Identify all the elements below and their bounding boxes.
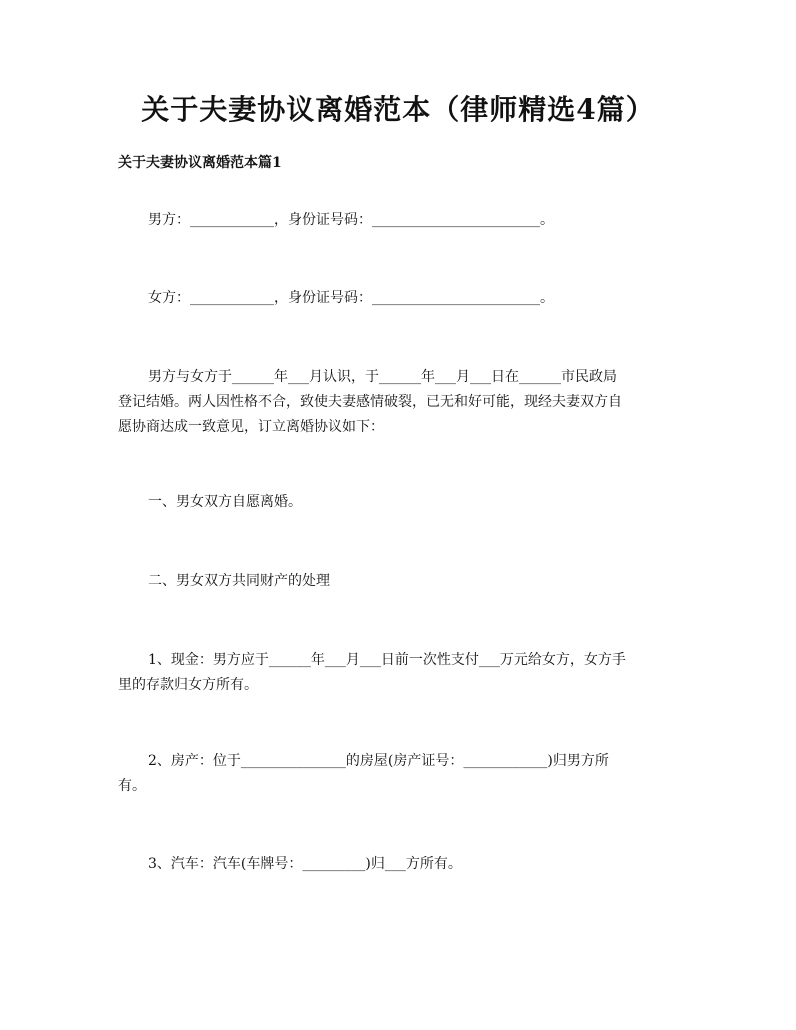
section-heading: 关于夫妻协议离婚范本篇1 bbox=[118, 155, 282, 171]
wife-info-line: 女方：____________，身份证号码：________________________。 bbox=[148, 290, 554, 306]
intro-paragraph bbox=[118, 365, 686, 440]
intro-line-2: 登记结婚。两人因性格不合，致使夫妻感情破裂，已无和好可能，现经夫妻双方自 bbox=[118, 394, 622, 410]
house-line-1: 2、房产：位于_______________的房屋(房产证号：____________)归男方所 bbox=[148, 753, 609, 769]
intro-line-3: 愿协商达成一致意见，订立离婚协议如下： bbox=[118, 419, 384, 435]
cash-line-2: 里的存款归女方所有。 bbox=[118, 677, 258, 693]
document-title: 关于夫妻协议离婚范本（律师精选4篇） bbox=[141, 93, 655, 126]
husband-info-line: 男方：____________，身份证号码：________________________。 bbox=[148, 212, 554, 228]
car-clause: 3、汽车：汽车(车牌号：_________)归___方所有。 bbox=[148, 856, 462, 872]
intro-line-1: 男方与女方于______年___月认识，于______年___月___日在______市民政局 bbox=[148, 369, 617, 385]
clause-2: 二、男女双方共同财产的处理 bbox=[148, 573, 330, 589]
cash-line-1: 1、现金：男方应于______年___月___日前一次性支付___万元给女方，女方手 bbox=[148, 652, 626, 668]
cash-paragraph bbox=[118, 648, 686, 698]
clause-1: 一、男女双方自愿离婚。 bbox=[148, 494, 302, 510]
house-line-2: 有。 bbox=[118, 778, 146, 794]
house-paragraph bbox=[118, 749, 686, 799]
